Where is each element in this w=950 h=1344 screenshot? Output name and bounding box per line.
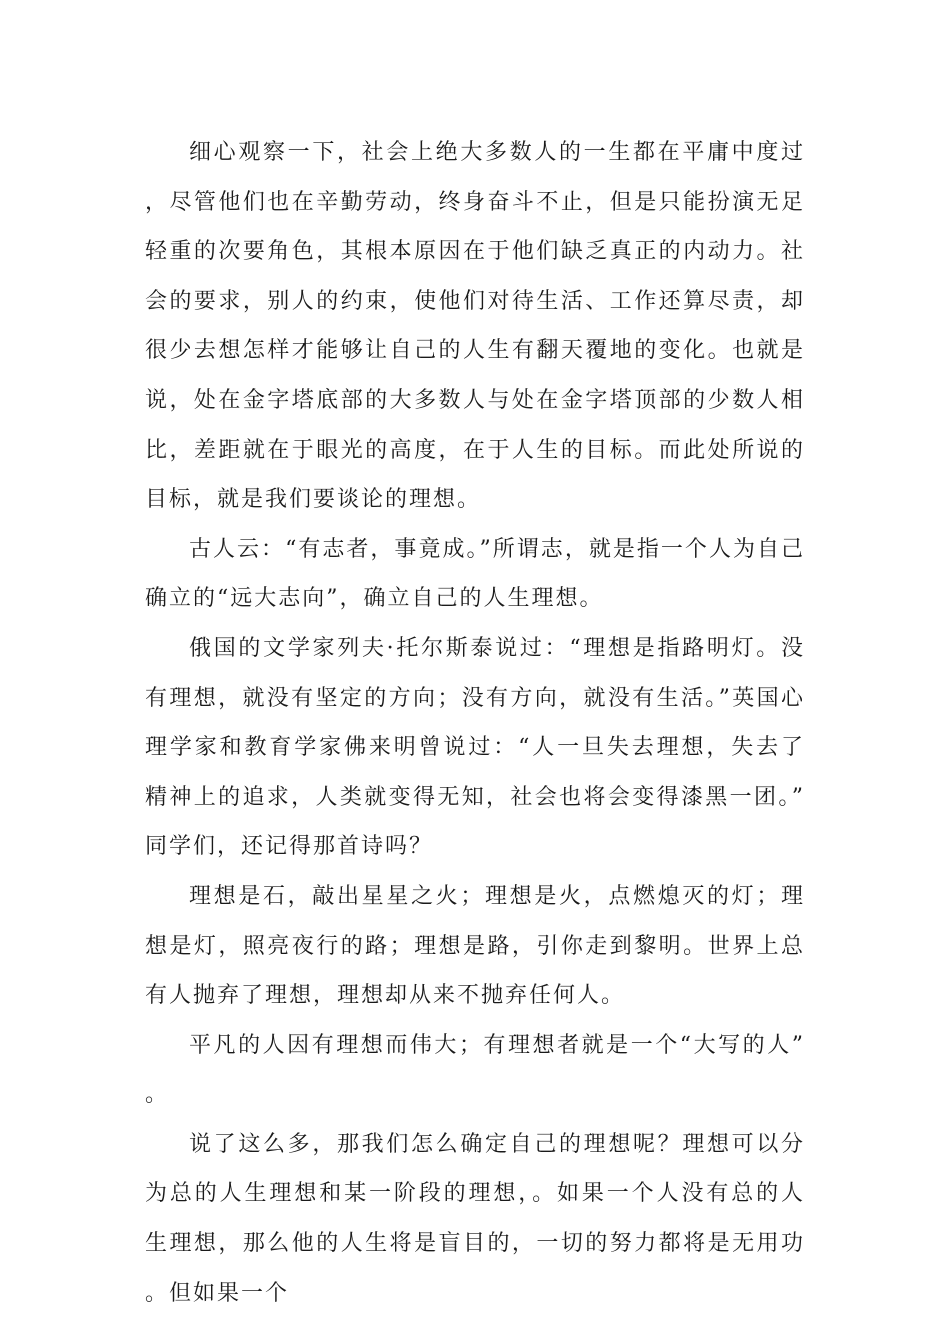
paragraph-2: 古人云：“有志者，事竟成。”所谓志，就是指一个人为自己确立的“远大志向”，确立自己的人生理想。 [145, 536, 805, 612]
body-text [145, 128, 805, 1318]
paragraph-4: 理想是石，敲出星星之火；理想是火，点燃熄灭的灯；理想是灯，照亮夜行的路；理想是路，引你走到黎明。世界上总有人抛弃了理想，理想却从来不抛弃任何人。 [145, 883, 805, 1009]
paragraph-5: 平凡的人因有理想而伟大；有理想者就是一个“大写的人”。 [145, 1032, 805, 1108]
paragraph-1: 细心观察一下，社会上绝大多数人的一生都在平庸中度过，尽管他们也在辛勤劳动，终身奋斗不止，但是只能扮演无足轻重的次要角色，其根本原因在于他们缺乏真正的内动力。社会的要求，别人的约束，使他们对待生活、工作还算尽责，却很少去想怎样才能够让自己的人生有翻天覆地的变化。也就是说，处在金字塔底部的大多数人与处在金字塔顶部的少数人相比，差距就在于眼光的高度，在于人生的目标。而此处所说的目标，就是我们要谈论的理想。 [145, 140, 805, 513]
paragraph-3: 俄国的文学家列夫·托尔斯泰说过：“理想是指路明灯。没有理想，就没有坚定的方向；没有方向，就没有生活。”英国心理学家和教育学家佛来明曾说过：“人一旦失去理想，失去了精神上的追求，人类就变得无知，社会也将会变得漆黑一团。”同学们，还记得那首诗吗？ [145, 635, 805, 860]
paragraph-6: 说了这么多，那我们怎么确定自己的理想呢？理想可以分为总的人生理想和某一阶段的理想，。如果一个人没有总的人生理想，那么他的人生将是盲目的，一切的努力都将是无用功。但如果一个 [145, 1131, 805, 1306]
